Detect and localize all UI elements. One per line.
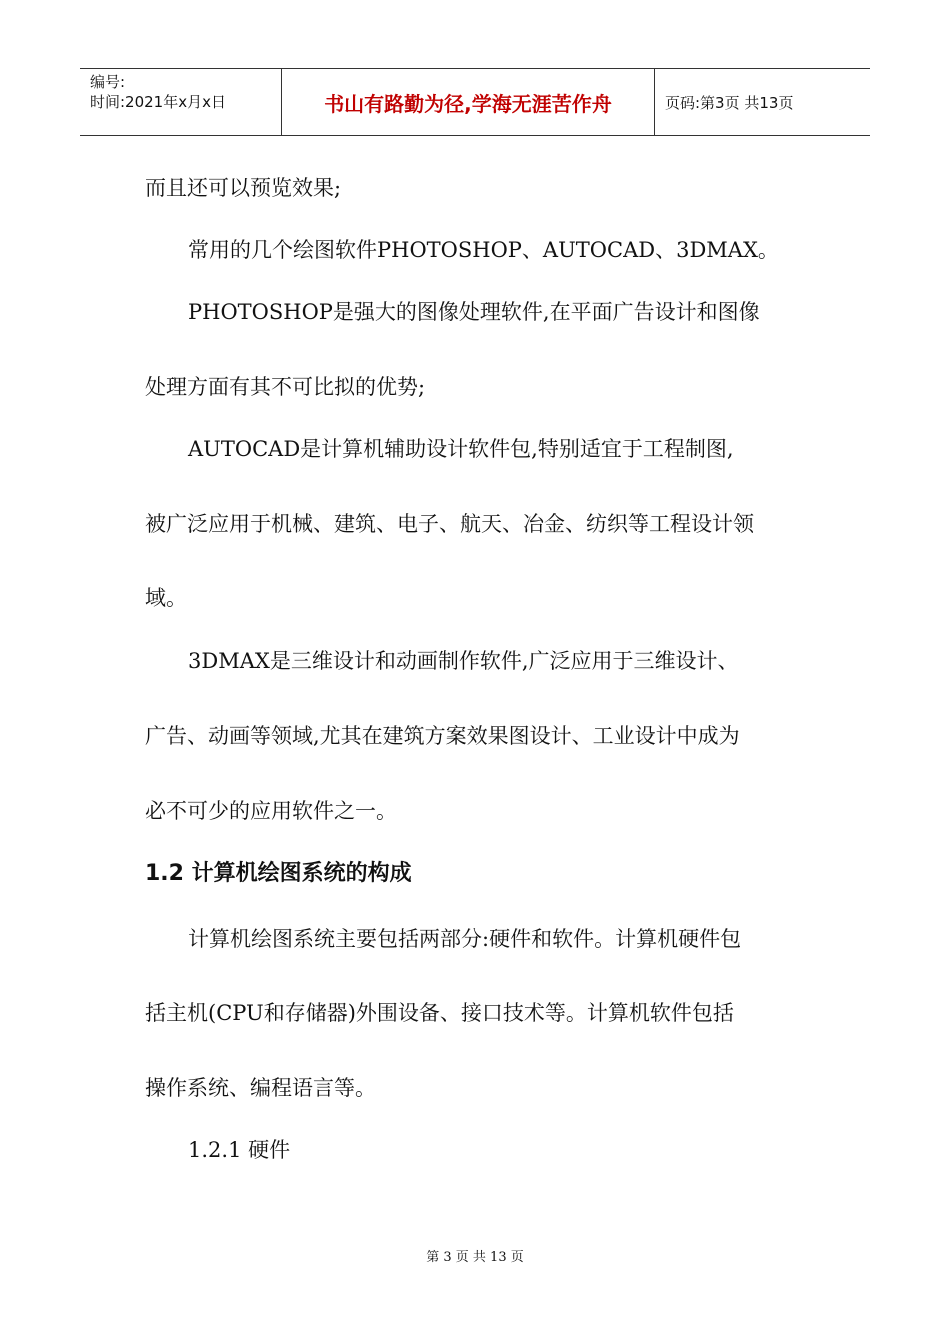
paragraph-line: 而且还可以预览效果; [145,176,342,200]
paragraph-line: 操作系统、编程语言等。 [145,1076,376,1100]
header-page-indicator: 页码:第3页 共13页 [665,93,794,112]
paragraph-line: 常用的几个绘图软件PHOTOSHOP、AUTOCAD、3DMAX。 [188,238,779,262]
document-date-label: 时间:2021年x月x日 [90,93,226,111]
paragraph-line: 域。 [145,586,187,610]
paragraph-line: 计算机绘图系统主要包括两部分:硬件和软件。计算机硬件包 [188,927,742,951]
paragraph-line: 括主机(CPU和存储器)外围设备、接口技术等。计算机软件包括 [145,1001,734,1025]
paragraph-line: AUTOCAD是计算机辅助设计软件包,特别适宜于工程制图, [188,437,734,461]
paragraph-line: 3DMAX是三维设计和动画制作软件,广泛应用于三维设计、 [188,649,739,673]
page-footer: 第 3 页 共 13 页 [426,1250,524,1265]
header-motto: 书山有路勤为径,学海无涯苦作舟 [282,69,655,135]
paragraph-line: 必不可少的应用软件之一。 [145,799,397,823]
document-number-label: 编号: [90,73,126,91]
section-heading: 1.2 计算机绘图系统的构成 [145,861,412,886]
paragraph-line: 处理方面有其不可比拟的优势; [145,375,426,399]
subsection-heading: 1.2.1 硬件 [188,1138,291,1162]
page-header [80,68,870,136]
paragraph-line: PHOTOSHOP是强大的图像处理软件,在平面广告设计和图像 [188,300,760,324]
paragraph-line: 广告、动画等领域,尤其在建筑方案效果图设计、工业设计中成为 [145,724,740,748]
header-meta [80,69,282,135]
paragraph-line: 被广泛应用于机械、建筑、电子、航天、冶金、纺织等工程设计领 [145,512,754,536]
